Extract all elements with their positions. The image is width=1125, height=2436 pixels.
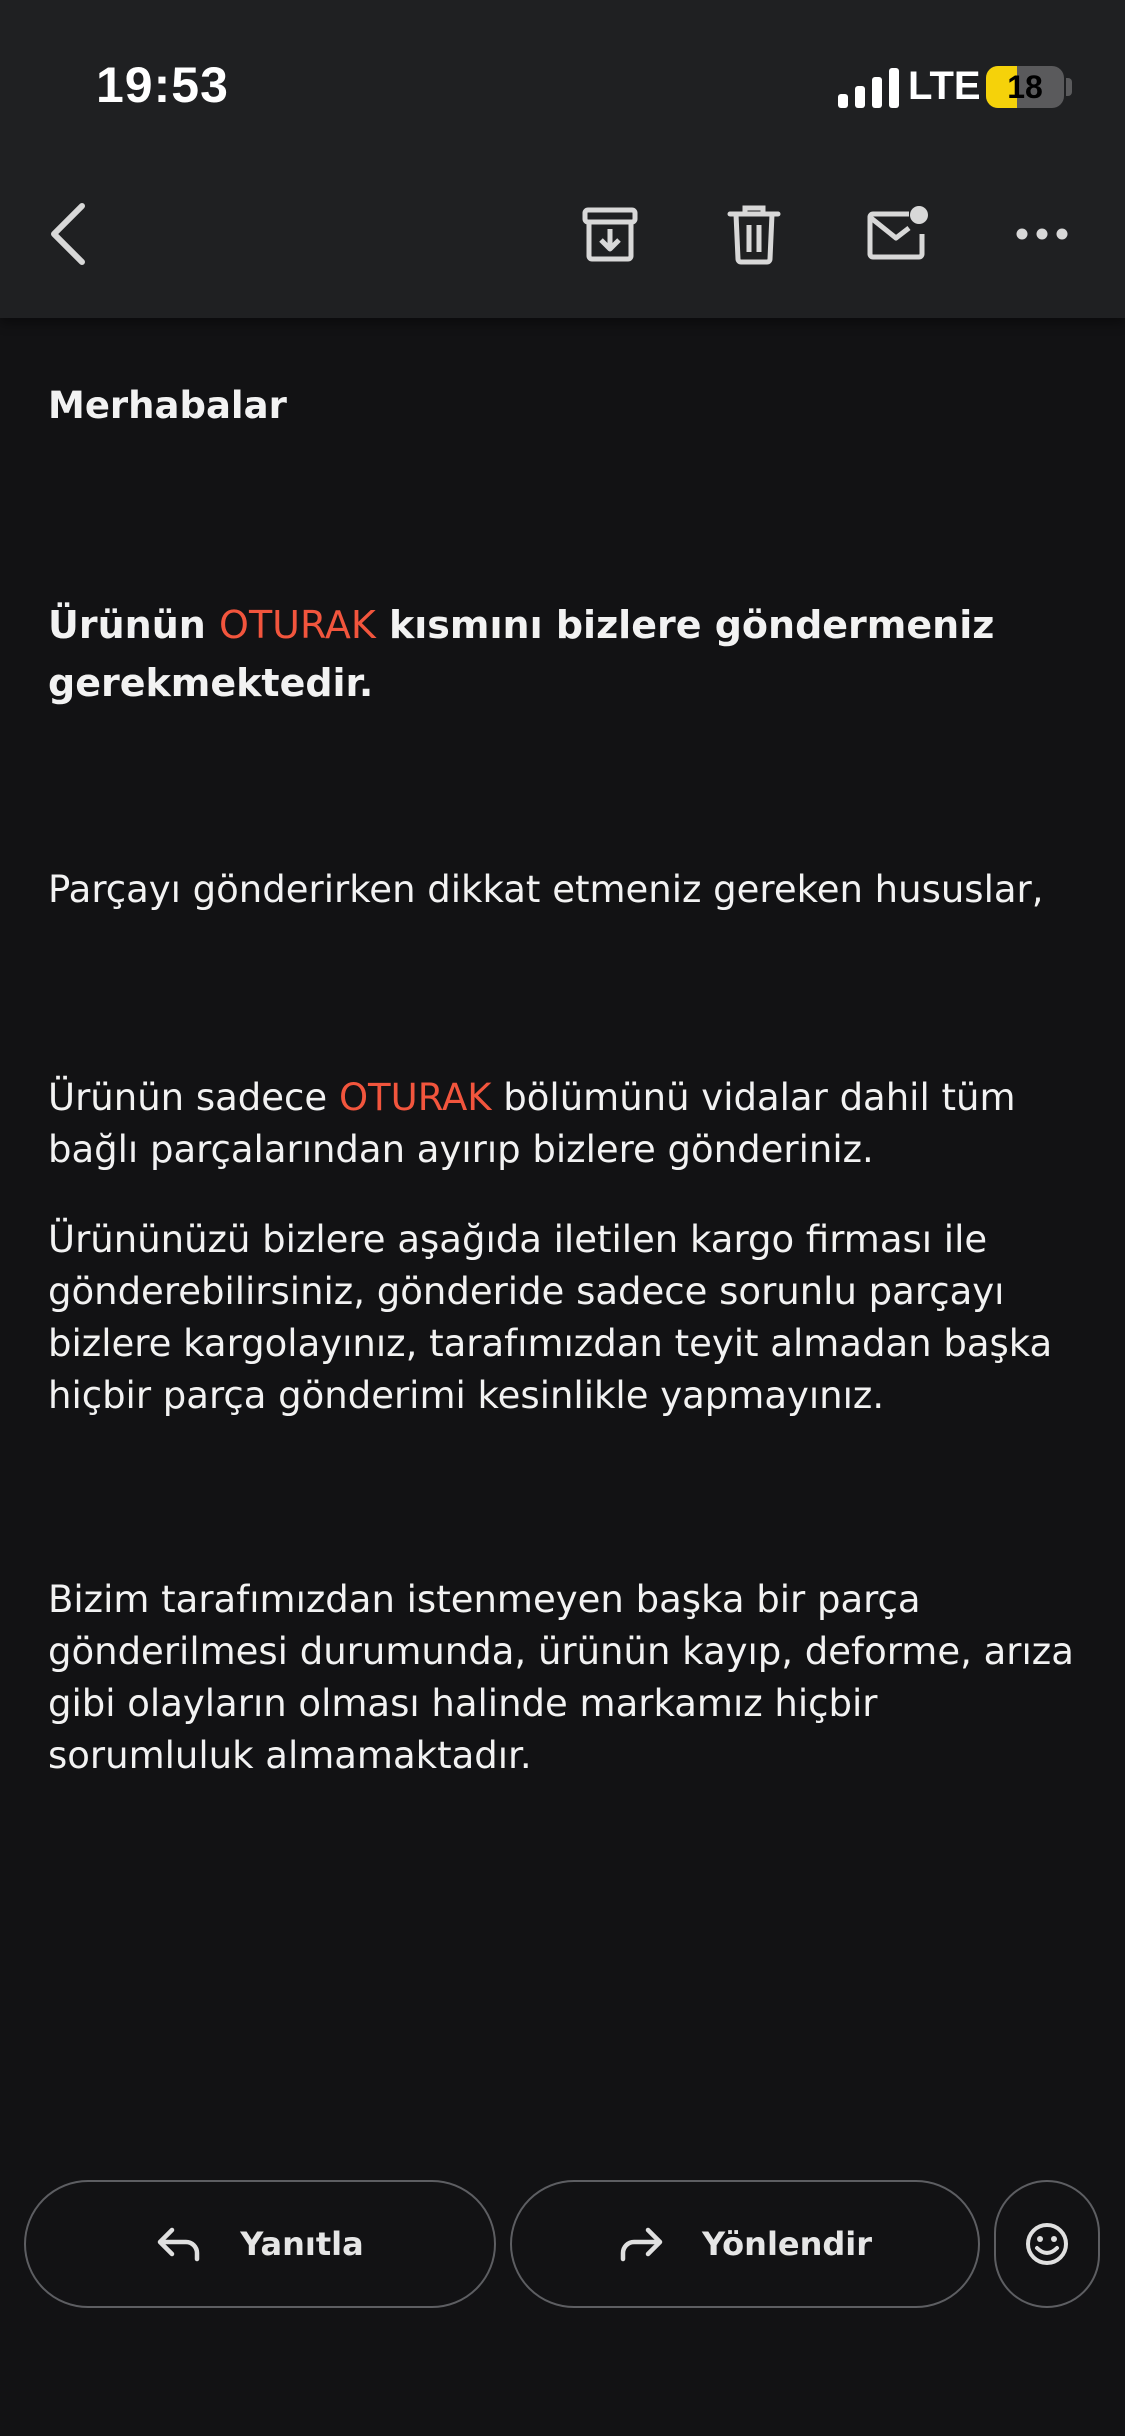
reply-icon [156, 2226, 202, 2262]
text: Ürünün [48, 603, 220, 647]
archive-button[interactable] [570, 194, 650, 274]
reply-button[interactable] [24, 2180, 496, 2308]
battery-nub [1066, 78, 1072, 96]
delete-button[interactable] [714, 194, 794, 274]
chevron-left-icon [48, 202, 88, 266]
highlight-text: OTURAK [338, 1076, 492, 1119]
email-paragraph-2: Parçayı gönderirken dikkat etmeniz gereken hususlar, [48, 868, 1044, 911]
highlight-text: OTURAK [219, 603, 376, 647]
smiley-icon [1025, 2222, 1069, 2266]
more-horizontal-icon [1016, 227, 1068, 241]
forward-button[interactable] [510, 2180, 980, 2308]
back-button[interactable] [36, 192, 100, 276]
status-time: 19:53 [96, 57, 229, 113]
more-button[interactable] [1002, 194, 1082, 274]
email-greeting: Merhabalar [48, 384, 287, 427]
battery-icon [986, 66, 1064, 108]
email-paragraph-4: Ürününüzü bizlere aşağıda iletilen kargo firması ile gönderebilirsiniz, gönderide sadece sorunlu parçayı bizlere kargolayınız, tarafımızdan teyit almadan başka hiçbir parça gönderimi kesinlikle yapmayınız. [48, 1218, 1053, 1417]
emoji-reaction-button[interactable] [994, 2180, 1100, 2308]
email-paragraph-3 [48, 1072, 1088, 1176]
email-paragraph-5: Bizim tarafımızdan istenmeyen başka bir parça gönderilmesi durumunda, ürünün kayıp, deforme, arıza gibi olayların olması halinde markamız hiçbir sorumluluk almamaktadır. [48, 1578, 1074, 1777]
text: Ürünün sadece [48, 1076, 339, 1119]
mail-unread-icon [865, 204, 931, 264]
top-toolbar [0, 0, 1125, 318]
email-paragraph-1 [48, 596, 1088, 712]
archive-icon [580, 204, 640, 264]
text: bölümünü vidalar dahil tüm bağlı parçalarından ayırıp bizlere gönderiniz. [48, 1076, 1016, 1171]
forward-icon [618, 2226, 664, 2262]
reply-label: Yanıtla [240, 2225, 364, 2263]
battery-level: 18 [1007, 69, 1043, 105]
trash-icon [726, 203, 782, 265]
forward-label: Yönlendir [701, 2225, 873, 2263]
network-type: LTE [908, 64, 981, 108]
text: kısmını bizlere göndermeniz gerekmektedir. [48, 603, 995, 705]
mark-unread-button[interactable] [856, 194, 940, 274]
cellular-signal-icon [838, 68, 900, 108]
